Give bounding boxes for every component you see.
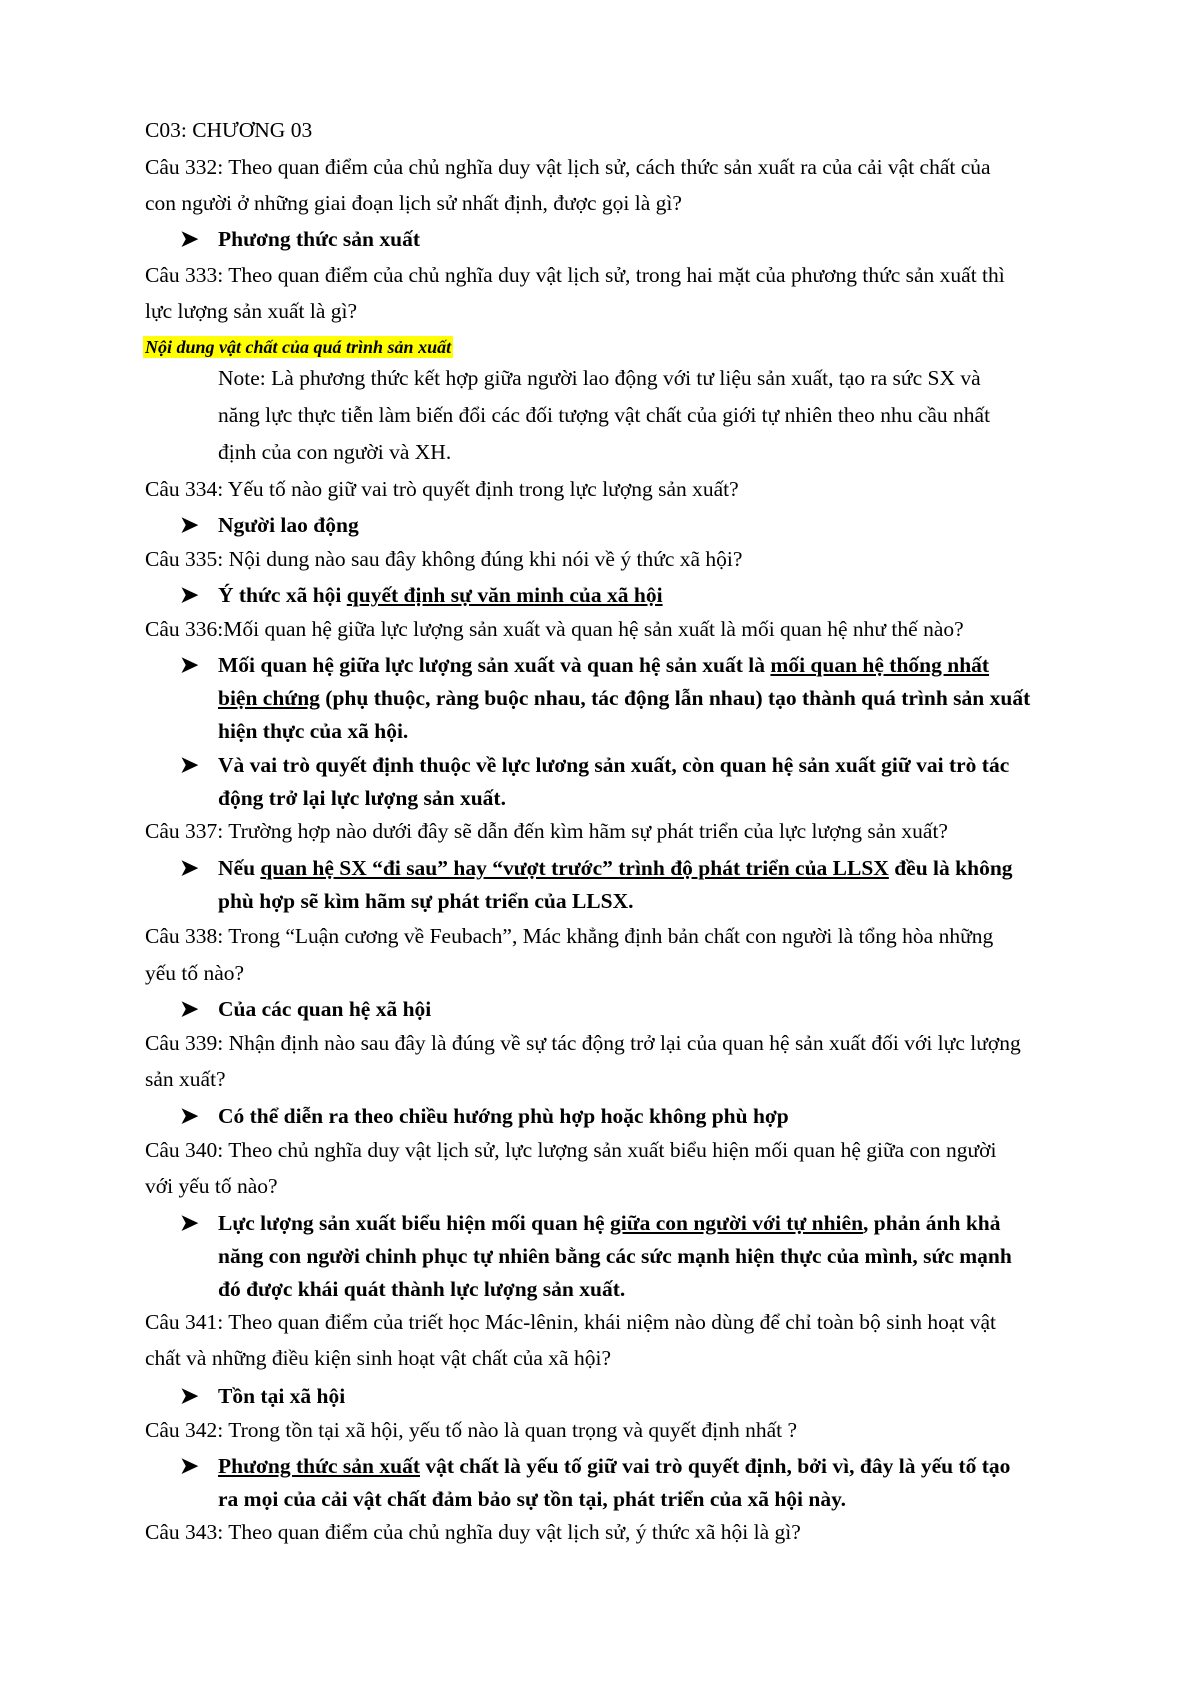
answer-336-a-line-1: Mối quan hệ giữa lực lượng sản xuất và quan hệ sản xuất là mối quan hệ thống nhất — [218, 653, 990, 677]
answer-341: Tồn tại xã hội — [218, 1384, 346, 1408]
answer-338: Của các quan hệ xã hội — [218, 997, 432, 1021]
arrowhead-bullet-icon: ➤ — [180, 752, 199, 777]
question-341-line-1: Câu 341: Theo quan điểm của triết học Mác-lênin, khái niệm nào dùng để chỉ toàn bộ sinh hoạt vật — [145, 1310, 997, 1334]
answer-336-a-line-2: biện chứng (phụ thuộc, ràng buộc nhau, tác động lẫn nhau) tạo thành quá trình sản xuất — [218, 686, 1031, 710]
note-333-line-1: Note: Là phương thức kết hợp giữa người lao động với tư liệu sản xuất, tạo ra sức SX và — [218, 366, 981, 390]
answer-336-b-line-1: Và vai trò quyết định thuộc về lực lương sản xuất, còn quan hệ sản xuất giữ vai trò tác — [218, 753, 1010, 777]
question-340-line-1: Câu 340: Theo chủ nghĩa duy vật lịch sử, lực lượng sản xuất biểu hiện mối quan hệ giữa con người — [145, 1138, 997, 1162]
arrowhead-bullet-icon: ➤ — [180, 1383, 199, 1408]
answer-337-line-2: phù hợp sẽ kìm hãm sự phát triển của LLSX. — [218, 889, 634, 913]
question-335: Câu 335: Nội dung nào sau đây không đúng khi nói về ý thức xã hội? — [145, 547, 743, 571]
answer-332: Phương thức sản xuất — [218, 227, 420, 251]
answer-336-b-line-2: động trở lại lực lượng sản xuất. — [218, 786, 506, 810]
question-333-line-2: lực lượng sản xuất là gì? — [145, 299, 357, 323]
answer-339: Có thể diễn ra theo chiều hướng phù hợp hoặc không phù hợp — [218, 1104, 789, 1128]
arrowhead-bullet-icon: ➤ — [180, 226, 199, 251]
arrowhead-bullet-icon: ➤ — [180, 1210, 199, 1235]
question-339-line-1: Câu 339: Nhận định nào sau đây là đúng về sự tác động trở lại của quan hệ sản xuất đối với lực lượng — [145, 1031, 1021, 1055]
question-342: Câu 342: Trong tồn tại xã hội, yếu tố nào là quan trọng và quyết định nhất ? — [145, 1418, 798, 1442]
arrowhead-bullet-icon: ➤ — [180, 582, 199, 607]
question-341-line-2: chất và những điều kiện sinh hoạt vật chất của xã hội? — [145, 1346, 611, 1370]
answer-336-a-line-3: hiện thực của xã hội. — [218, 719, 409, 743]
question-332-line-1: Câu 332: Theo quan điểm của chủ nghĩa duy vật lịch sử, cách thức sản xuất ra của cải vật chất của — [145, 155, 991, 179]
question-338-line-2: yếu tố nào? — [145, 961, 245, 985]
question-337: Câu 337: Trường hợp nào dưới đây sẽ dẫn đến kìm hãm sự phát triển của lực lượng sản xuất? — [145, 819, 948, 843]
question-343: Câu 343: Theo quan điểm của chủ nghĩa duy vật lịch sử, ý thức xã hội là gì? — [145, 1520, 801, 1544]
note-333-line-2: năng lực thực tiễn làm biến đổi các đối tượng vật chất của giới tự nhiên theo nhu cầu nhất — [218, 403, 991, 427]
answer-340-line-3: đó được khái quát thành lực lượng sản xuất. — [218, 1277, 626, 1301]
question-332-line-2: con người ở những giai đoạn lịch sử nhất định, được gọi là gì? — [145, 191, 682, 215]
answer-342-line-2: ra mọi của cải vật chất đảm bảo sự tồn tại, phát triển của xã hội này. — [218, 1487, 847, 1511]
question-340-line-2: với yếu tố nào? — [145, 1174, 278, 1198]
answer-335: Ý thức xã hội quyết định sự văn minh của xã hội — [218, 583, 663, 607]
question-339-line-2: sản xuất? — [145, 1067, 226, 1091]
arrowhead-bullet-icon: ➤ — [180, 1453, 199, 1478]
answer-340-line-2: năng con người chinh phục tự nhiên bằng các sức mạnh hiện thực của mình, sức mạnh — [218, 1244, 1012, 1268]
note-333-line-3: định của con người và XH. — [218, 440, 452, 464]
answer-342-line-1: Phương thức sản xuất vật chất là yếu tố giữ vai trò quyết định, bởi vì, đây là yếu tố tạo — [218, 1454, 1011, 1478]
chapter-heading: C03: CHƯƠNG 03 — [145, 118, 313, 142]
arrowhead-bullet-icon: ➤ — [180, 855, 199, 880]
question-334: Câu 334: Yếu tố nào giữ vai trò quyết định trong lực lượng sản xuất? — [145, 477, 739, 501]
arrowhead-bullet-icon: ➤ — [180, 996, 199, 1021]
arrowhead-bullet-icon: ➤ — [180, 1103, 199, 1128]
question-333-line-1: Câu 333: Theo quan điểm của chủ nghĩa duy vật lịch sử, trong hai mặt của phương thức sản xuất thì — [145, 263, 1005, 287]
answer-334: Người lao động — [218, 513, 359, 537]
question-336: Câu 336:Mối quan hệ giữa lực lượng sản xuất và quan hệ sản xuất là mối quan hệ như thế nào? — [145, 617, 964, 641]
answer-340-line-1: Lực lượng sản xuất biểu hiện mối quan hệ giữa con người với tự nhiên, phản ánh khả — [218, 1211, 1001, 1235]
highlighted-answer-333: Nội dung vật chất của quá trình sản xuất — [145, 337, 452, 357]
arrowhead-bullet-icon: ➤ — [180, 652, 199, 677]
arrowhead-bullet-icon: ➤ — [180, 512, 199, 537]
question-338-line-1: Câu 338: Trong “Luận cương về Feubach”, Mác khẳng định bản chất con người là tổng hòa những — [145, 924, 994, 948]
answer-337-line-1: Nếu quan hệ SX “đi sau” hay “vượt trước” trình độ phát triển của LLSX đều là không — [218, 856, 1013, 880]
